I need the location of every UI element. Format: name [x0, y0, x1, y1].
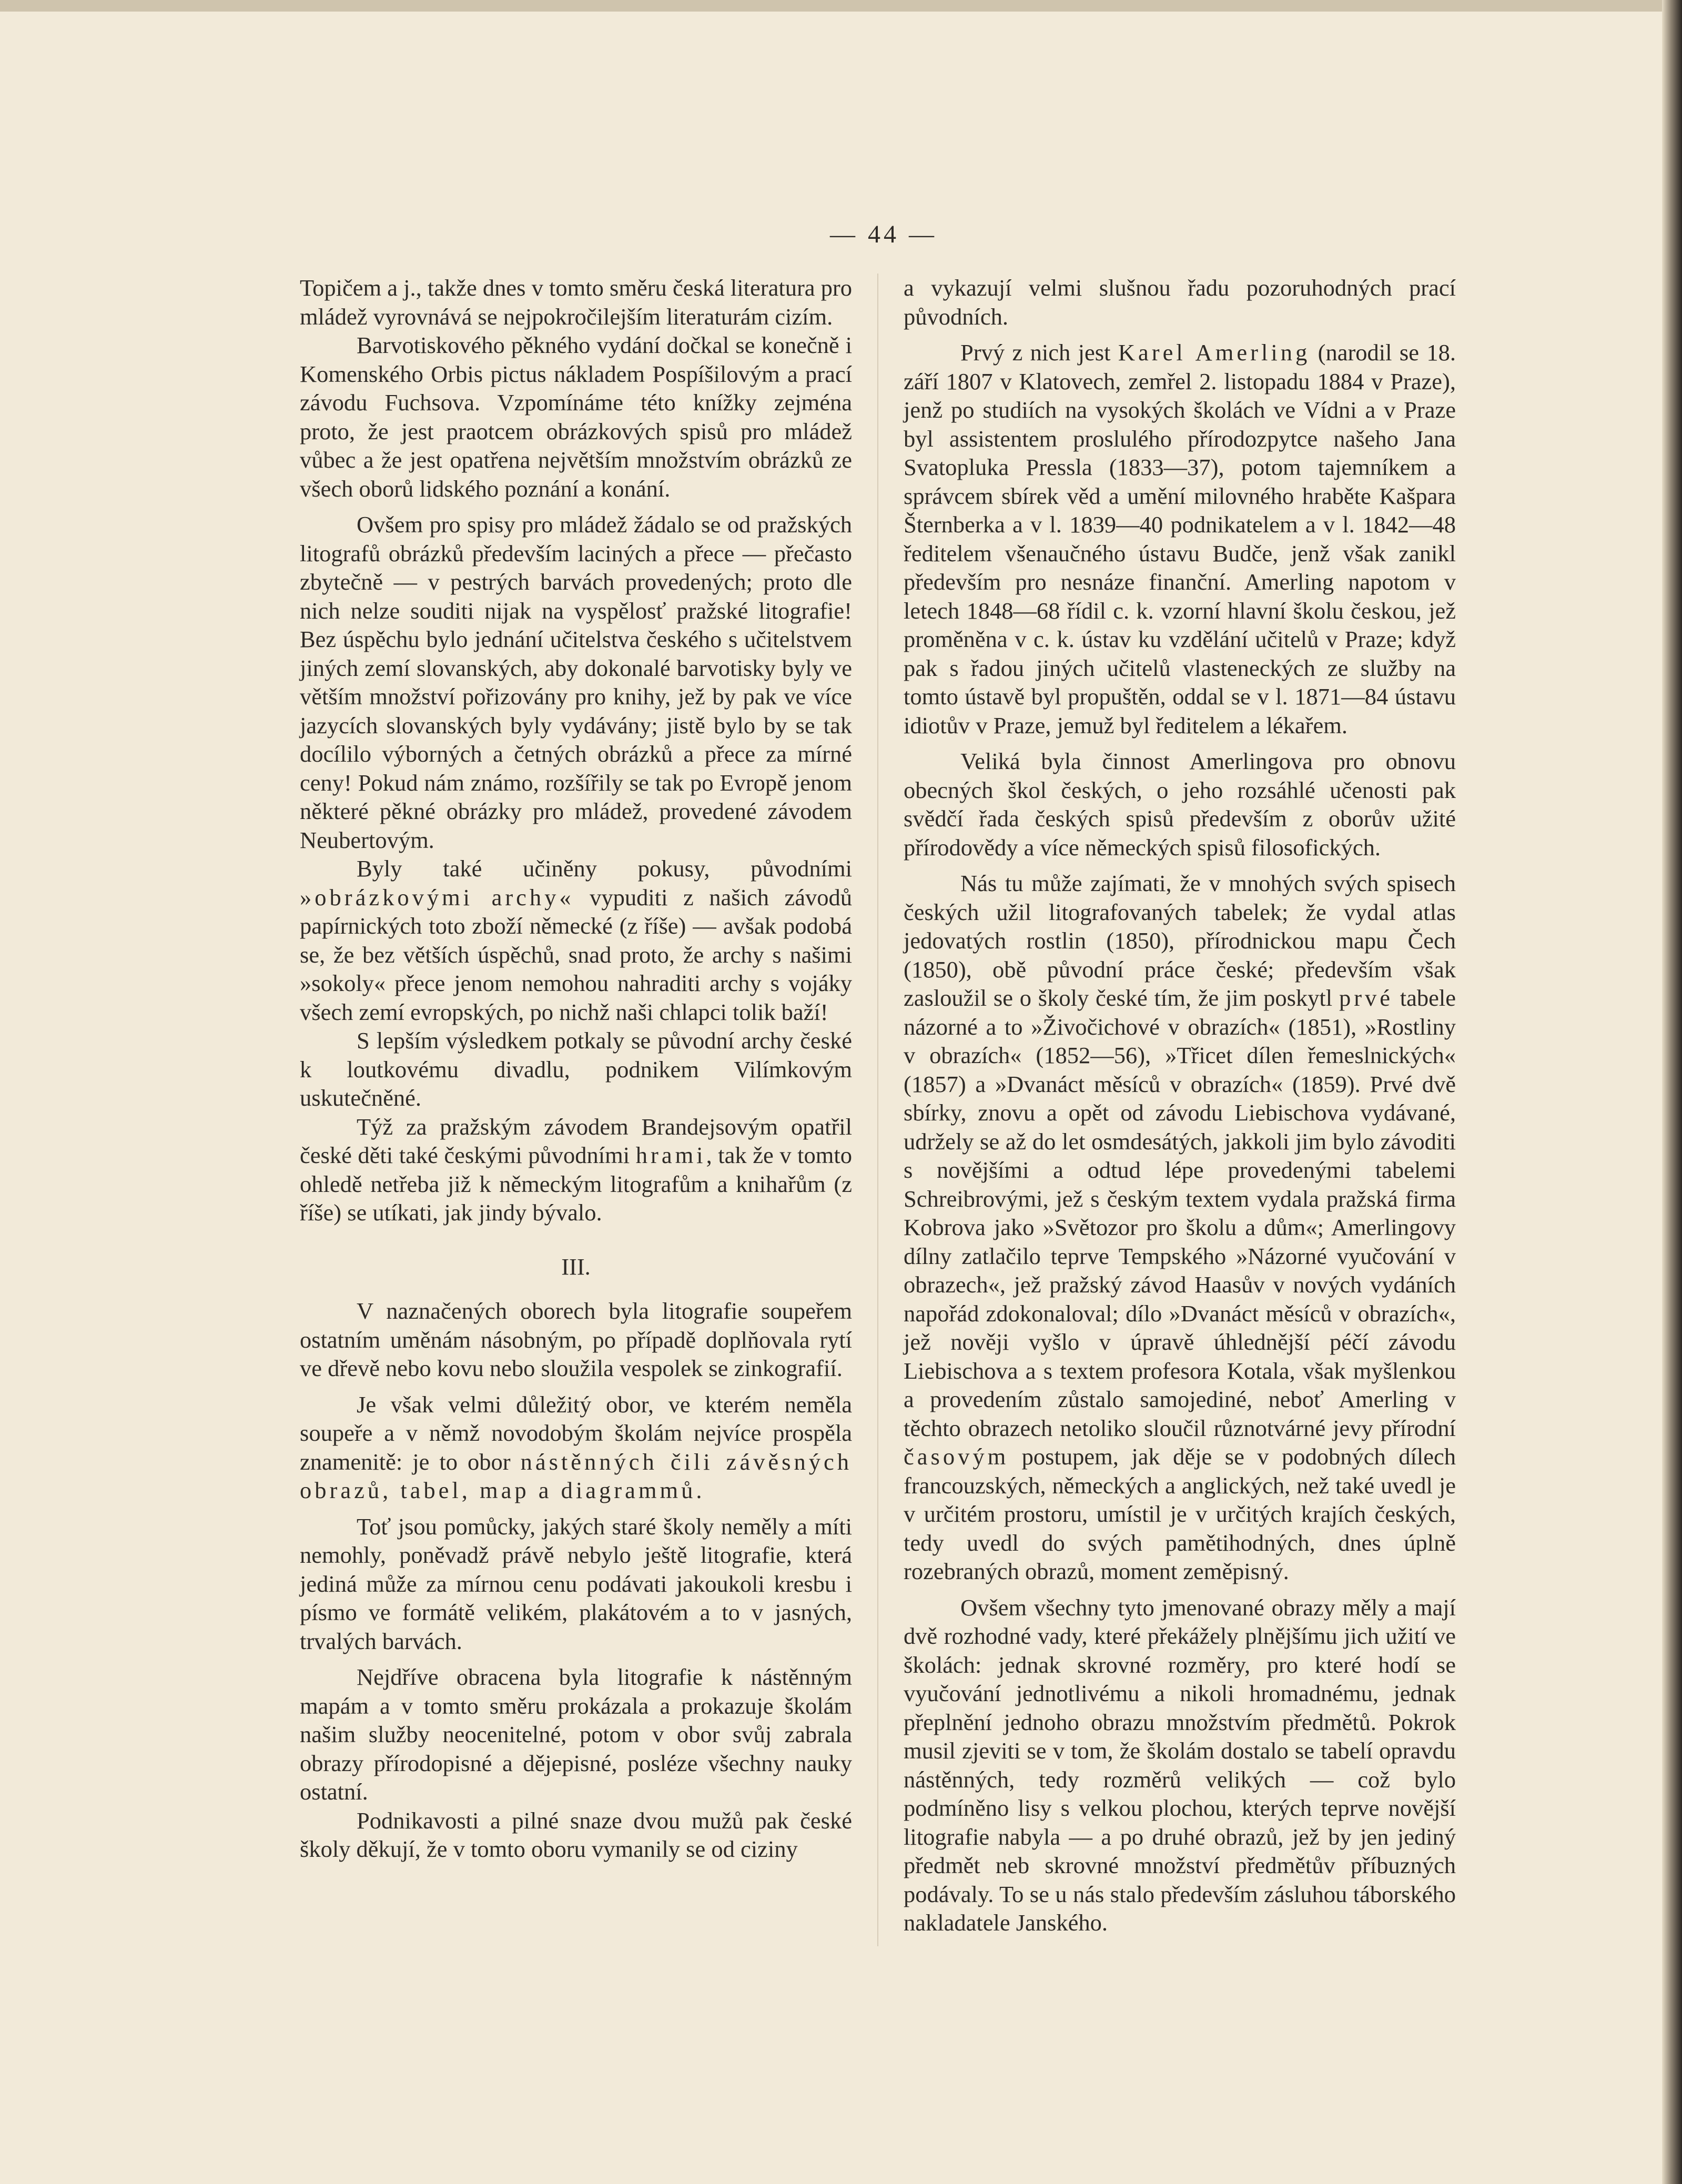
paragraph: Veliká byla činnost Amerlingova pro obnovu obecných škol českých, o jeho rozsáhlé učenosti pak svědčí řada českých spisů především z oborův užité přírodovědy a více německých spisů filosofických.	[904, 748, 1456, 861]
emphasis-text: časovým	[904, 1443, 1009, 1470]
paragraph-text: postupem, jak děje se v podobných dílech francouzských, německých a anglických, než také uvedl je v určitém prostoru, umístil je v určitých krajích českých, tedy uvedl do svých pamětihodných, dnes úplně rozebraných obrazů, moment zeměpisný.	[904, 1443, 1456, 1584]
paragraph	[904, 338, 1456, 740]
emphasis-text: nástěnných čili závěsných obrazů, tabel, map a diagrammů.	[300, 1448, 853, 1503]
emphasis-text: Karel Amerling	[1118, 339, 1311, 366]
paragraph: Barvotiskového pěkného vydání dočkal se konečně i Komenského Orbis pictus nákladem Pospíšilovým a prací závodu Fuchsova. Vzpomínáme této knížky zejména proto, že jest praotcem obrázkových spisů pro mládež vůbec a že jest opatřena největším množstvím obrázků ze všech oborů lidského poznání a konání.	[300, 332, 852, 502]
paragraph-text: tabele názorné a to »Živočichové v obrazích« (1851), »Rostliny v obrazích« (1852—56), »Třicet dílen řemeslnických« (1857) a »Dvanáct měsíců v obrazích« (1859). Prvé dvě sbírky, znovu a opět od závodu Liebischova vydávané, udržely se až do let osmdesátých, jakkoli jim bylo závoditi s novějšími a odtud lépe provedenými tabelemi Schreibrovými, jež s českým textem vydala pražská firma Kobrova jako »Světozor pro školu a dům«; Amerlingovy dílny zatlačilo teprve Tempského »Názorné vyučování v obrazech«, jež pražský závod Haasův v nových vydáních napořád zdokonaloval; dílo »Dvanáct měsíců v obrazích«, jež nověji vyšlo v úpravě úhlednější péčí závodu Liebischova a s textem profesora Kotala, však myšlenkou a provedením zůstalo samojediné, neboť Amerling v těchto obrazech netoliko sloučil různotvárné jevy přírodní	[904, 985, 1456, 1441]
page-top-edge	[0, 0, 1682, 12]
paragraph-text: Prvý z nich jest	[960, 339, 1111, 366]
paragraph: S lepším výsledkem potkaly se původní archy české k loutkovému divadlu, podnikem Vilímkovým uskutečněné.	[300, 1027, 852, 1111]
paragraph: V naznačených oborech byla litografie soupeřem ostatním uměnám násobným, po případě doplňovala rytí ve dřevě nebo kovu nebo sloužila vespolek se zinkografií.	[300, 1298, 852, 1381]
paragraph-text: Byly také učiněny pokusy, původními	[357, 855, 852, 882]
paragraph: Ovšem pro spisy pro mládež žádalo se od pražských litografů obrázků především laciných a přece — přečasto zbytečně — v pestrých barvách provedených; proto dle nich nelze souditi nijak na vyspělosť pražské litografie! Bez úspěchu bylo jednání učitelstva českého s učitelstvem jiných zemí slovanských, aby dokonalé barvotisky byly ve větším množství pořizovány pro knihy, jež by pak ve více jazycích slovanských byly vydávány; jistě bylo by se tak docílilo výborných a četných obrázků a přece za mírné ceny! Pokud nám známo, rozšířily se tak po Evropě jenom některé pěkné obrázky pro mládež, provedené závodem Neubertovým.	[300, 511, 852, 853]
paragraph: Ovšem všechny tyto jmenované obrazy měly a mají dvě rozhodné vady, které překážely plnějšímu jich užití ve školách: jednak skrovné rozměry, pro které hodí se vyučování jednotlivému a nikoli hromadnému, jednak přeplnění jednoho obrazu množstvím předmětů. Pokrok musil zjeviti se v tom, že školám dostalo se tabelí opravdu nástěnných, tedy rozměrů velikých — což bylo podmíněno lisy s velkou plochou, kterých teprve novější litografie nabyla — a po druhé obrazů, jež by jen jediný předmět neb skrovné množství předmětův příbuzných podávaly. To se u nás stalo především zásluhou táborského nakladatele Janského.	[904, 1594, 1456, 1936]
paragraph-text: Nás tu může zajímati, že v mnohých svých spisech českých užil litografovaných tabelek; že vydal atlas jedovatých rostlin (1850), přírodnickou mapu Čech (1850), obě původní práce české; především však zasloužil se o školy české tím, že jim poskytl	[904, 870, 1456, 1011]
column-divider	[877, 274, 878, 1946]
paragraph	[300, 854, 852, 1026]
left-column	[300, 274, 852, 1864]
page-binding-edge	[1662, 0, 1682, 2184]
right-column	[904, 274, 1456, 1937]
paragraph: a vykazují velmi slušnou řadu pozoruhodných prací původních.	[904, 275, 1456, 330]
paragraph-text: (narodil se 18. září 1807 v Klatovech, zemřel 2. listopadu 1884 v Praze), jenž po studiích na vysokých školách ve Vídni a v Praze byl assistentem proslulého přírodozpytce našeho Jana Svatopluka Pressla (1833—37), potom tajemníkem a správcem sbírek věd a umění milovného hraběte Kašpara Šternberka a v l. 1839—40 podnikatelem a v l. 1842—48 ředitelem všenaučného ústavu Budče, jenž však zanikl především pro nesnáze finanční. Amerling napotom v letech 1848—68 řídil c. k. vzorní hlavní školu českou, jež proměněna v c. k. ústav ku vzdělání učitelů v Praze; když pak s řadou jiných učitelů vlasteneckých ze služby na tomto ústavě byl propuštěn, oddal se v l. 1871—84 ústavu idiotův v Praze, jemuž byl ředitelem a lékařem.	[904, 339, 1456, 739]
paragraph-text: Týž za pražským závodem Brandejsovým opatřil české děti také českými původními	[300, 1113, 852, 1168]
paragraph	[300, 1113, 852, 1227]
paragraph: Nejdříve obracena byla litografie k nástěnným mapám a v tomto směru prokázala a prokazuje školám našim služby neocenitelné, potom v obor svůj zabrala obrazy přírodopisné a dějepisné, posléze všechny nauky ostatní.	[300, 1664, 852, 1805]
paragraph: Topičem a j., takže dnes v tomto směru česká literatura pro mládež vyrovnává se nejpokročilejším literaturám cizím.	[300, 275, 852, 330]
paragraph-text: vypuditi z našich závodů papírnických toto zboží německé (z říše) — avšak podobá se, že bez větších úspěchů, snad proto, že archy s našimi »sokoly« přece jenom nemohou nahraditi archy s vojáky všech zemí evropských, po nichž naši chlapci tolik baží!	[300, 884, 853, 1025]
section-heading: III.	[561, 1253, 591, 1280]
paragraph	[904, 869, 1456, 1586]
emphasis-text: hrami	[635, 1142, 706, 1168]
paragraph: Podnikavosti a pilné snaze dvou mužů pak české školy děkují, že v tomto oboru vymanily se od ciziny	[300, 1807, 852, 1862]
paragraph: Toť jsou pomůcky, jakých staré školy neměly a míti nemohly, poněvadž právě nebylo ještě litografie, která jediná může za mírnou cenu podávati jakoukoli kresbu i písmo ve formátě velikém, plakátovém a to v jasných, trvalých barvách.	[300, 1513, 852, 1654]
paragraph	[300, 1390, 852, 1505]
emphasis-text: prvé	[1339, 985, 1394, 1011]
paragraph-text: , tak že v tomto ohledě netřeba již k německým litografům a knihařům (z říše) se utíkati, jak jindy bývalo.	[300, 1142, 852, 1226]
emphasis-text: »obrázkovými archy«	[300, 884, 574, 911]
page-number: — 44 —	[830, 220, 937, 248]
paragraph-text: Je však velmi důležitý obor, ve kterém neměla soupeře a v němž novodobým školám nejvíce prospěla znamenitě: je to obor	[300, 1391, 852, 1475]
